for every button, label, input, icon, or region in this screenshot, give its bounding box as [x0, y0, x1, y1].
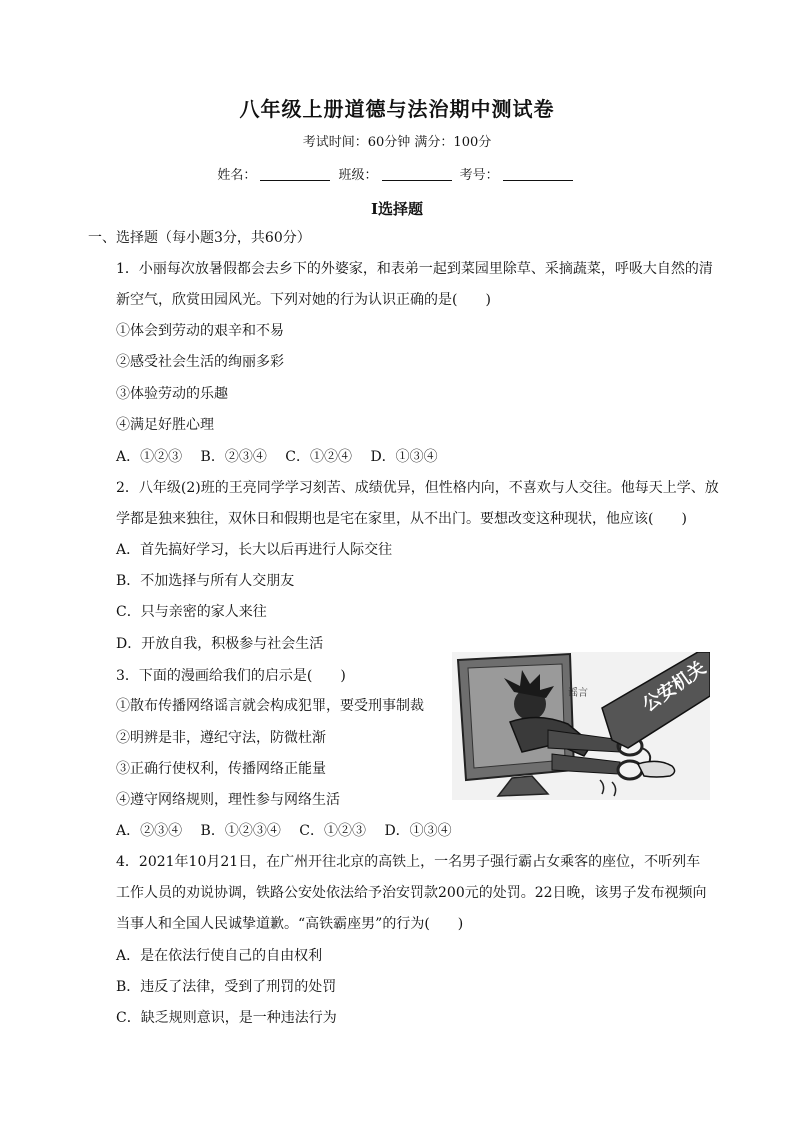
q3-line1: 3．下面的漫画给我们的启示是( ) — [116, 668, 346, 684]
rumor-label: 谣言 — [568, 688, 588, 699]
q1-item: ①体会到劳动的艰辛和不易 — [116, 323, 284, 339]
q2-line1: 2．八年级(2)班的王亮同学学习刻苦、成绩优异，但性格内向，不喜欢与人交往。他每天上学、放 — [116, 480, 719, 496]
q3-item: ④遵守网络规则，理性参与网络生活 — [116, 792, 340, 808]
police-label: 公安机关 — [638, 657, 710, 717]
class-blank[interactable] — [382, 166, 452, 181]
q3-item: ①散布传播网络谣言就会构成犯罪，要受刑事制裁 — [116, 698, 424, 714]
name-blank[interactable] — [260, 166, 330, 181]
q1-line2: 新空气，欣赏田园风光。下列对她的行为认识正确的是( ) — [116, 292, 491, 308]
q3-item: ③正确行使权利，传播网络正能量 — [116, 761, 326, 777]
q2-option: B．不加选择与所有人交朋友 — [116, 573, 295, 589]
q4-line3: 当事人和全国人民诚挚道歉。“高铁霸座男”的行为( ) — [116, 916, 464, 932]
student-info-row — [0, 166, 794, 185]
number-blank[interactable] — [503, 166, 573, 181]
class-label: 班级： — [338, 168, 378, 183]
q1-line1: 1．小丽每次放暑假都会去乡下的外婆家，和表弟一起到菜园里除草、采摘蔬菜，呼吸大自然的清 — [116, 261, 713, 277]
q4-line1: 4．2021年10月21日，在广州开往北京的高铁上，一名男子强行霸占女乘客的座位，不听列车 — [116, 854, 701, 870]
section-heading: Ⅰ选择题 — [370, 200, 424, 218]
number-label: 考号： — [459, 168, 499, 183]
exam-title: 八年级上册道德与法治期中测试卷 — [239, 97, 555, 121]
exam-info: 考试时间：60分钟 满分：100分 — [302, 135, 492, 150]
q3-item: ②明辨是非，遵纪守法，防微杜渐 — [116, 730, 326, 746]
name-label: 姓名： — [217, 168, 257, 183]
q2-option: A．首先搞好学习，长大以后再进行人际交往 — [116, 542, 393, 558]
q2-option: C．只与亲密的家人来往 — [116, 604, 267, 620]
q4-line2: 工作人员的劝说协调，铁路公安处依法给予治安罚款200元的处罚。22日晚，该男子发布视频向 — [116, 885, 707, 901]
q1-choices: A．①②③ B．②③④ C．①②④ D．①③④ — [116, 449, 438, 465]
q3-choices: A．②③④ B．①②③④ C．①②③ D．①③④ — [116, 823, 452, 839]
q1-item: ④满足好胜心理 — [116, 417, 214, 433]
q2-option: D．开放自我，积极参与社会生活 — [116, 636, 324, 652]
q1-item: ③体验劳动的乐趣 — [116, 386, 228, 402]
part-heading: 一、选择题（每小题3分，共60分） — [88, 230, 311, 246]
cartoon-illustration — [452, 652, 710, 800]
q4-option: C．缺乏规则意识，是一种违法行为 — [116, 1010, 337, 1026]
q1-item: ②感受社会生活的绚丽多彩 — [116, 354, 284, 370]
q2-line2: 学都是独来独往，双休日和假期也是宅在家里，从不出门。要想改变这种现状，他应该( ) — [116, 511, 687, 527]
q4-option: A．是在依法行使自己的自由权利 — [116, 948, 323, 964]
q4-option: B．违反了法律，受到了刑罚的处罚 — [116, 979, 337, 995]
